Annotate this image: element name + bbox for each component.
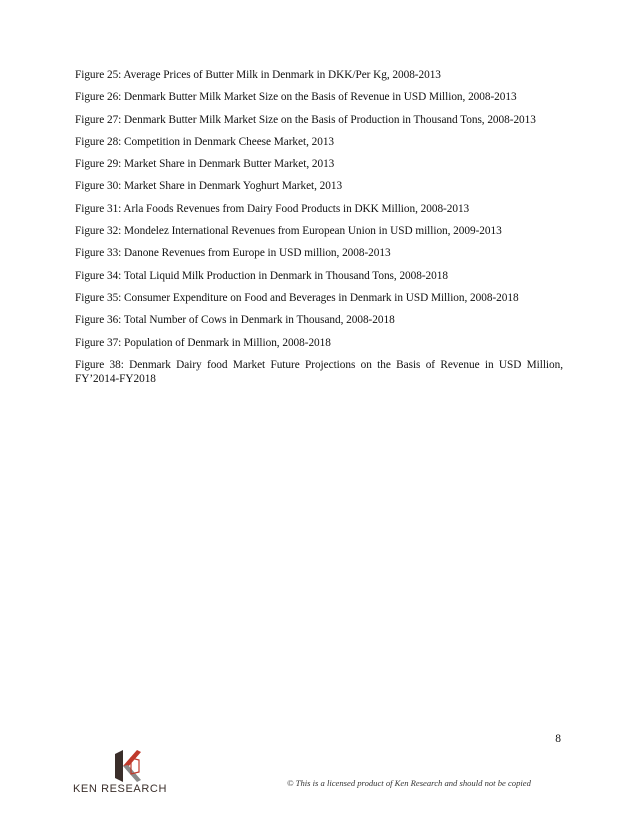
figure-entry-34: Figure 34: Total Liquid Milk Production in Denmark in Thousand Tons, 2008-2018 bbox=[75, 269, 448, 282]
page-number: 8 bbox=[555, 733, 561, 745]
copyright-notice: © This is a licensed product of Ken Research and should not be copied bbox=[287, 778, 531, 788]
figure-entry-38: Figure 38: Denmark Dairy food Market Future Projections on the Basis of Revenue in USD Million, FY’2014-FY2018 bbox=[75, 358, 563, 385]
figure-entry-29: Figure 29: Market Share in Denmark Butter Market, 2013 bbox=[75, 158, 335, 171]
figure-entry-26: Figure 26: Denmark Butter Milk Market Size on the Basis of Revenue in USD Million, 2008-2013 bbox=[75, 91, 517, 104]
figure-entry-37: Figure 37: Population of Denmark in Million, 2008-2018 bbox=[75, 336, 331, 349]
figure-entry-27: Figure 27: Denmark Butter Milk Market Size on the Basis of Production in Thousand Tons, 2008-2013 bbox=[75, 113, 536, 126]
figure-entry-25: Figure 25: Average Prices of Butter Milk in Denmark in DKK/Per Kg, 2008-2013 bbox=[75, 69, 441, 81]
ken-research-logo-text: KEN RESEARCH bbox=[73, 783, 167, 795]
ken-research-logo-icon bbox=[111, 748, 143, 784]
figure-entry-36: Figure 36: Total Number of Cows in Denmark in Thousand, 2008-2018 bbox=[75, 314, 395, 327]
figure-entry-31: Figure 31: Arla Foods Revenues from Dairy Food Products in DKK Million, 2008-2013 bbox=[75, 202, 470, 215]
figure-entry-28: Figure 28: Competition in Denmark Cheese Market, 2013 bbox=[75, 135, 335, 148]
figure-entry-35: Figure 35: Consumer Expenditure on Food and Beverages in Denmark in USD Million, 2008-2018 bbox=[75, 291, 519, 304]
list-of-figures bbox=[75, 68, 563, 394]
figure-entry-33: Figure 33: Danone Revenues from Europe in USD million, 2008-2013 bbox=[75, 247, 391, 260]
ken-research-logo bbox=[73, 748, 183, 798]
figure-entry-30: Figure 30: Market Share in Denmark Yoghurt Market, 2013 bbox=[75, 180, 343, 193]
figure-entry-32: Figure 32: Mondelez International Revenues from European Union in USD million, 2009-2013 bbox=[75, 225, 502, 238]
